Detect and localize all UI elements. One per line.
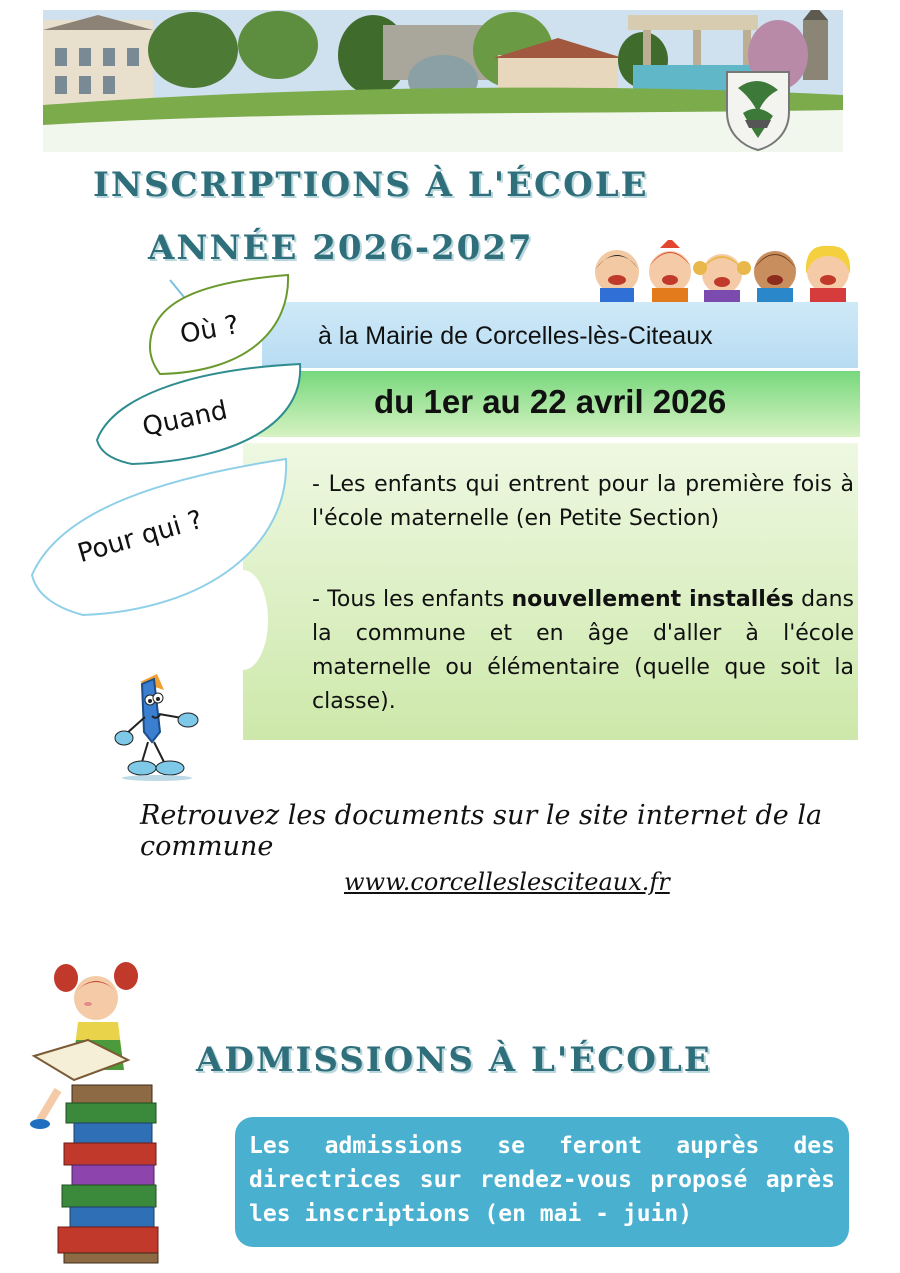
coat-of-arms-icon — [723, 68, 793, 152]
village-banner — [43, 10, 843, 152]
page-title: INSCRIPTIONS À L'ÉCOLE — [93, 165, 649, 205]
for-whom-label: Pour qui ? — [74, 504, 207, 570]
eligibility-item-2-bold: nouvellement installés — [511, 587, 794, 612]
admissions-title: ADMISSIONS À L'ÉCOLE — [196, 1040, 712, 1080]
pencil-mascot-illustration — [112, 672, 212, 784]
documents-info-text: Retrouvez les documents sur le site internet de la commune — [140, 800, 823, 862]
admissions-text: Les admissions se feront auprès des directrices sur rendez-vous proposé après les inscriptions (en mai - juin) — [249, 1133, 835, 1227]
dates-text: du 1er au 22 avril 2026 — [374, 383, 727, 420]
eligibility-item-2 — [312, 583, 854, 719]
where-label: Où ? — [177, 310, 242, 350]
when-label: Quand — [139, 395, 231, 443]
girl-reading-on-books-illustration — [28, 960, 168, 1265]
location-text: à la Mairie de Corcelles-lès-Citeaux — [318, 322, 713, 350]
website-link[interactable]: www.corcelleslesciteaux.fr — [344, 868, 670, 896]
eligibility-item-2-start: - Tous les enfants — [312, 587, 512, 612]
children-faces-illustration — [590, 240, 855, 302]
school-year-title: ANNÉE 2026-2027 — [148, 228, 534, 268]
eligibility-item-1: - Les enfants qui entrent pour la première fois à l'école maternelle (en Petite Section) — [312, 472, 854, 531]
eligibility-item-2-end: dans la commune et en âge d'aller à l'école maternelle ou élémentaire (quelle que soit la classe). — [312, 587, 854, 714]
